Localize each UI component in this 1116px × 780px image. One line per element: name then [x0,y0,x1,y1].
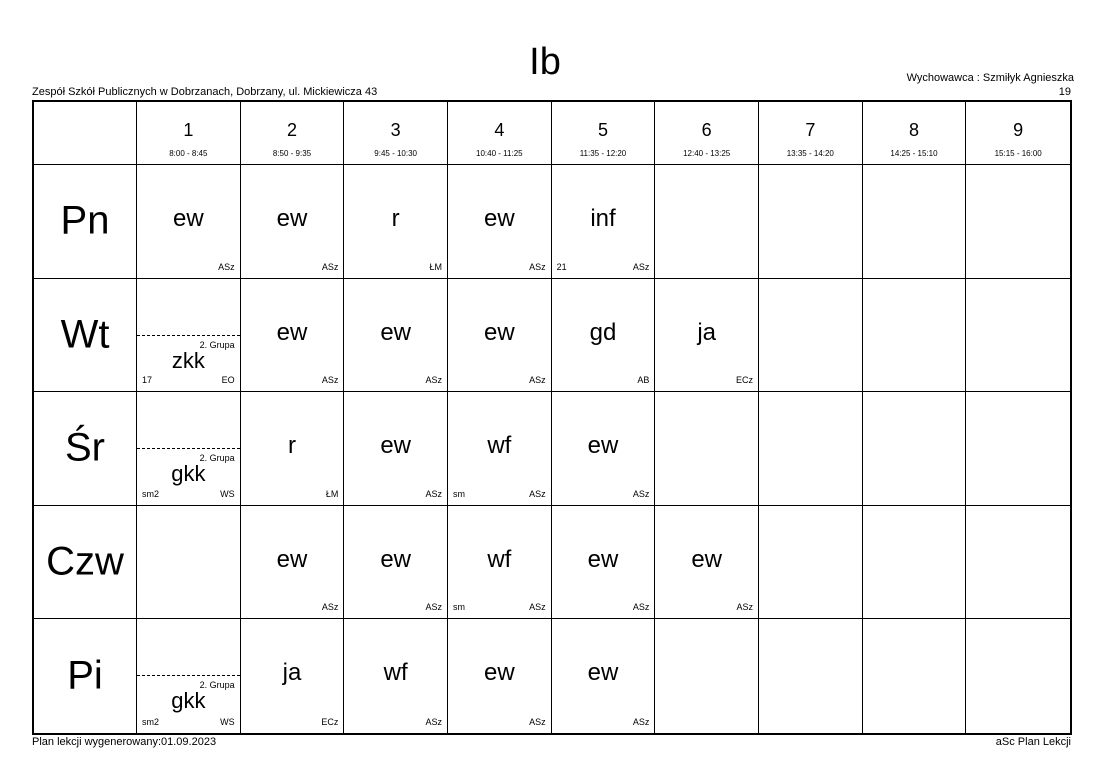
lesson-subject: gkk [171,461,206,487]
empty-lesson-cell [759,392,863,506]
lesson-subject: gkk [171,688,206,714]
period-number: 7 [805,120,816,140]
lesson-cell [448,392,552,506]
lesson-teacher: ASz [425,375,442,386]
day-label: Czw [46,539,124,584]
lesson-subject: ja [282,659,302,687]
period-time: 8:50 - 9:35 [272,149,312,158]
period-header [966,102,1070,165]
empty-lesson-cell [759,279,863,393]
lesson-cell [552,279,656,393]
period-number: 4 [494,120,505,140]
empty-lesson-cell [863,506,967,620]
lesson-cell [448,506,552,620]
lesson-subject: ew [276,318,308,346]
lesson-room: sm2 [142,488,160,499]
corner-cell [34,102,137,165]
day-cell [34,506,137,620]
group-divider [137,675,240,676]
lesson-subject: wf [487,432,512,460]
lesson-teacher: ECz [321,716,339,727]
empty-lesson-cell [759,506,863,620]
lesson-teacher: ŁM [429,261,442,272]
lesson-teacher: ASz [425,488,442,499]
lesson-subject: ew [276,205,308,232]
lesson-subject: ew [483,205,515,232]
empty-lesson-cell [655,392,759,506]
lesson-subject: zkk [171,347,205,373]
period-number: 9 [1013,120,1024,140]
school-info: Zespół Szkół Publicznych w Dobrzanach, Dobrzany, ul. Mickiewicza 43 [32,86,378,98]
period-number: 2 [286,120,297,140]
lesson-room: sm2 [142,716,160,727]
lesson-subject: r [391,205,400,232]
period-time: 12:40 - 13:25 [683,149,731,158]
lesson-teacher: ASz [632,488,650,499]
lesson-teacher: ASz [529,261,546,272]
empty-lesson-cell [966,279,1070,393]
lesson-subject: ew [380,318,411,346]
day-cell [34,392,137,506]
class-title: Ib [529,41,561,83]
lesson-teacher: ASz [321,261,339,272]
lesson-subject: ew [172,205,204,232]
timetable-grid [32,100,1072,735]
lesson-cell [137,279,241,393]
day-label: Wt [60,312,110,357]
tutor-name: Wychowawca : Szmiłyk Agnieszka [906,72,1074,84]
lesson-cell [448,279,552,393]
lesson-subject: wf [383,659,408,687]
period-header [655,102,759,165]
lesson-subject: ew [483,659,515,687]
lesson-teacher: AB [637,375,650,386]
lesson-subject: ew [380,432,411,460]
group-label: 2. Grupa [199,453,235,464]
lesson-cell [552,619,656,733]
period-header [759,102,863,165]
period-number: 8 [908,120,919,140]
period-header [241,102,345,165]
lesson-teacher: ASz [632,716,650,727]
lesson-teacher: ASz [736,602,753,613]
empty-lesson-cell [863,279,967,393]
lesson-cell [344,392,448,506]
empty-lesson-cell [759,619,863,733]
lesson-cell [344,165,448,279]
empty-lesson-cell [655,165,759,279]
lesson-teacher: WS [220,488,235,499]
lesson-subject: gd [589,318,617,346]
lesson-teacher: WS [220,716,235,727]
lesson-teacher: ASz [529,488,546,499]
lesson-teacher: ASz [425,716,442,727]
lesson-teacher: EO [221,375,235,386]
lesson-teacher: ASz [632,602,650,613]
period-header [344,102,448,165]
page-number: 19 [1058,86,1071,98]
lesson-cell [655,279,759,393]
day-cell [34,619,137,733]
empty-lesson-cell [966,619,1070,733]
period-time: 14:25 - 15:10 [890,149,938,158]
lesson-teacher: ASz [218,261,235,272]
lesson-cell [241,392,345,506]
empty-lesson-cell [966,165,1070,279]
lesson-cell [241,279,345,393]
lesson-cell [655,506,759,620]
lesson-teacher: ASz [321,375,339,386]
empty-lesson-cell [863,392,967,506]
lesson-cell [137,165,241,279]
lesson-teacher: ASz [529,602,546,613]
day-cell [34,279,137,393]
lesson-cell [552,506,656,620]
period-header [137,102,241,165]
lesson-room: sm [452,488,465,499]
lesson-room: 17 [142,375,153,386]
lesson-teacher: ASz [529,375,546,386]
lesson-cell [448,619,552,733]
day-label: Pi [67,653,103,698]
group-label: 2. Grupa [199,339,235,350]
lesson-teacher: ASz [321,602,339,613]
period-header [863,102,967,165]
lesson-room: sm [452,602,465,613]
lesson-cell [137,619,241,733]
lesson-teacher: ASz [425,602,442,613]
app-name: aSc Plan Lekcji [995,736,1071,748]
period-time: 8:00 - 8:45 [169,149,208,158]
lesson-cell [344,279,448,393]
period-header [552,102,656,165]
period-number: 3 [390,120,401,140]
lesson-cell [344,506,448,620]
period-time: 15:15 - 16:00 [994,149,1042,158]
period-number: 5 [597,120,608,140]
lesson-cell [552,392,656,506]
lesson-subject: ew [380,545,411,573]
group-label: 2. Grupa [199,680,235,691]
empty-lesson-cell [863,619,967,733]
period-time: 9:45 - 10:30 [374,149,417,158]
period-number: 1 [183,120,194,140]
lesson-room: 21 [556,261,567,272]
empty-lesson-cell [863,165,967,279]
lesson-subject: ew [587,659,619,687]
lesson-cell [241,165,345,279]
empty-lesson-cell [759,165,863,279]
lesson-subject: ew [483,318,515,346]
lesson-teacher: ŁM [325,488,339,499]
lesson-cell [552,165,656,279]
day-cell [34,165,137,279]
lesson-subject: inf [590,205,616,232]
period-time: 11:35 - 12:20 [579,149,627,158]
empty-lesson-cell [137,506,241,620]
lesson-subject: ew [691,545,722,573]
day-label: Pn [60,198,110,243]
lesson-subject: ja [697,318,716,346]
generated-date: Plan lekcji wygenerowany:01.09.2023 [32,736,217,748]
empty-lesson-cell [966,506,1070,620]
empty-lesson-cell [655,619,759,733]
lesson-cell [241,506,345,620]
lesson-subject: ew [276,545,308,573]
lesson-subject: r [287,432,296,460]
lesson-teacher: ASz [529,716,546,727]
lesson-subject: ew [587,545,619,573]
lesson-cell [241,619,345,733]
lesson-subject: wf [487,545,512,573]
period-time: 13:35 - 14:20 [786,149,834,158]
lesson-subject: ew [587,432,619,460]
lesson-teacher: ASz [632,261,650,272]
lesson-cell [344,619,448,733]
lesson-cell [448,165,552,279]
lesson-cell [137,392,241,506]
empty-lesson-cell [966,392,1070,506]
group-divider [137,448,240,449]
group-divider [137,335,240,336]
period-header [448,102,552,165]
period-number: 6 [701,120,712,140]
period-time: 10:40 - 11:25 [476,149,523,158]
lesson-teacher: ECz [735,375,753,386]
day-label: Śr [65,425,105,470]
